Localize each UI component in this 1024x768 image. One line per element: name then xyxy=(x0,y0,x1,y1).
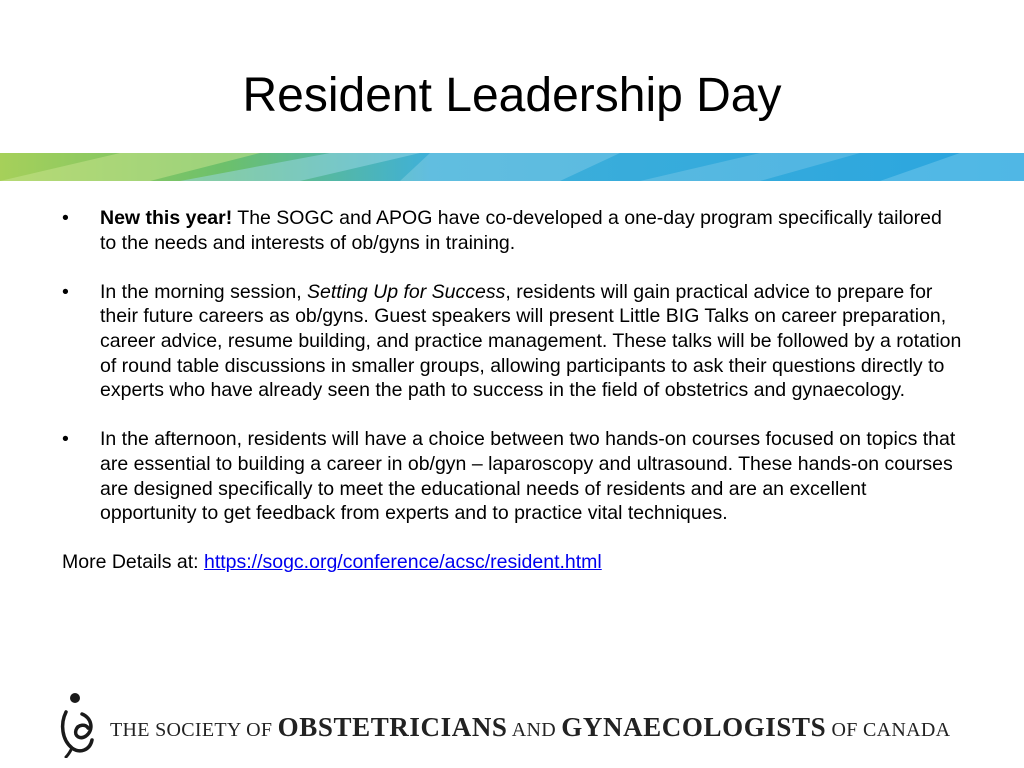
bullet-text: In the morning session, xyxy=(100,280,308,303)
bullet-text: The SOGC and APOG have co-developed a one-day program specifically tailored to the needs and interests of ob/gyns in training. xyxy=(100,207,942,254)
decorative-color-band xyxy=(0,153,1024,181)
more-details-line xyxy=(62,550,962,575)
society-name: THE SOCIETY OF OBSTETRICIANS AND GYNAECOLOGISTS OF CANADA xyxy=(110,712,951,742)
slide-title: Resident Leadership Day xyxy=(242,69,782,122)
bullet-list xyxy=(62,206,962,526)
bullet-marker: • xyxy=(62,428,69,451)
more-details-link[interactable]: https://sogc.org/conference/acsc/resident.html xyxy=(203,551,602,574)
bullet-item-morning-session xyxy=(62,280,962,403)
sogc-figure-logo-icon xyxy=(58,690,102,758)
bullet-marker: • xyxy=(62,280,69,303)
bullet-item-new-program xyxy=(62,206,962,255)
bullet-marker: • xyxy=(62,207,69,229)
bullet-text: In the afternoon, residents will have a choice between two hands-on courses focused on topics that are essential to building a career in ob/gyn – laparoscopy and ultrasound. These hands-on courses are designed specifically to meet the educational needs of residents and are an excellent opportunity to get feedback from experts and to practice vital techniques. xyxy=(100,428,956,525)
more-details-label: More Details at: xyxy=(62,551,204,574)
session-title: Setting Up for Success xyxy=(307,280,506,303)
bullet-item-afternoon-session xyxy=(62,427,962,525)
slide-body xyxy=(62,206,962,575)
bullet-text: , residents will gain practical advice to prepare for their future careers as ob/gyns. Guest speakers will present Little BIG Talks on career preparation, career advice, resume building, and practice management. These talks will be followed by a rotation of round table discussions in smaller groups, allowing participants to ask their questions directly to experts who have already seen the path to success in the field of obstetrics and gynaecology. xyxy=(100,280,962,402)
bullet-highlight: New this year! xyxy=(100,207,233,229)
society-footer xyxy=(58,690,968,760)
